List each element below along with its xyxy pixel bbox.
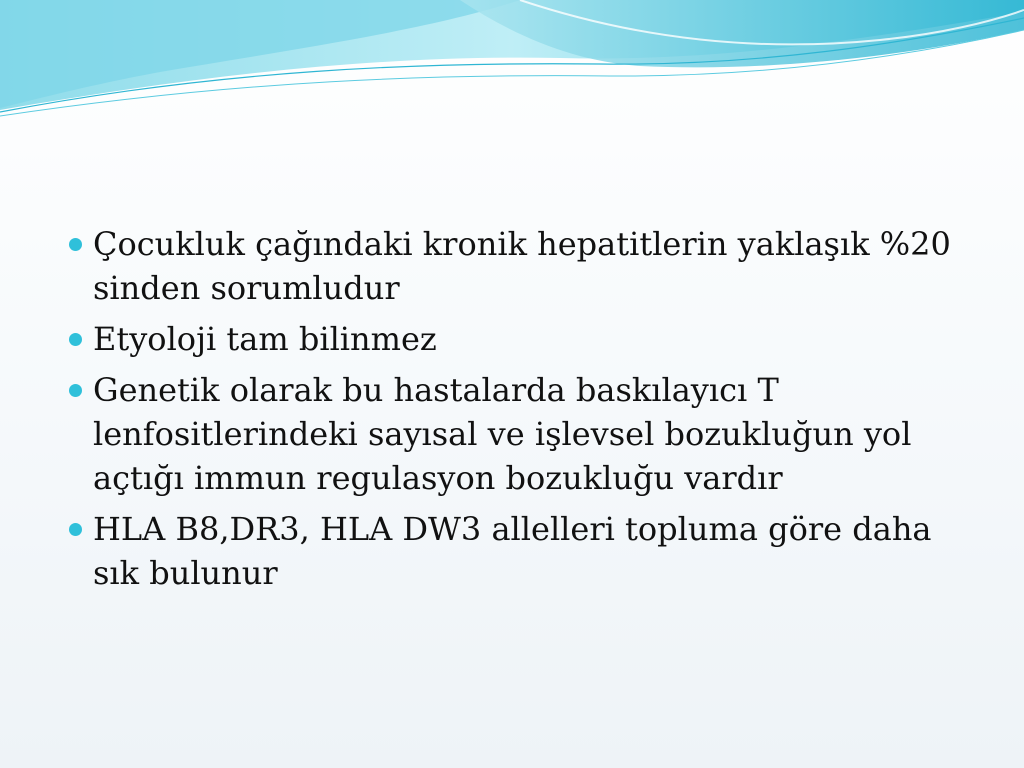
- bullet-dot-icon: [69, 384, 82, 397]
- slide-body: [66, 222, 956, 602]
- bullet-list: [66, 222, 956, 595]
- bullet-text: Çocukluk çağındaki kronik hepatitlerin yaklaşık %20 sinden sorumludur: [93, 225, 951, 307]
- decorative-wave-header: [0, 0, 1024, 130]
- bullet-text: Genetik olarak bu hastalarda baskılayıcı T lenfositlerindeki sayısal ve işlevsel bozukluğun yol açtığı immun regulasyon bozukluğu vardır: [93, 371, 912, 497]
- bullet-item: [66, 368, 956, 500]
- bullet-dot-icon: [69, 238, 82, 251]
- bullet-dot-icon: [69, 333, 82, 346]
- bullet-item: [66, 222, 956, 310]
- bullet-item: [66, 507, 956, 595]
- bullet-text: Etyoloji tam bilinmez: [93, 320, 437, 358]
- bullet-dot-icon: [69, 523, 82, 536]
- bullet-text: HLA B8,DR3, HLA DW3 allelleri topluma göre daha sık bulunur: [93, 510, 932, 592]
- bullet-item: [66, 317, 956, 361]
